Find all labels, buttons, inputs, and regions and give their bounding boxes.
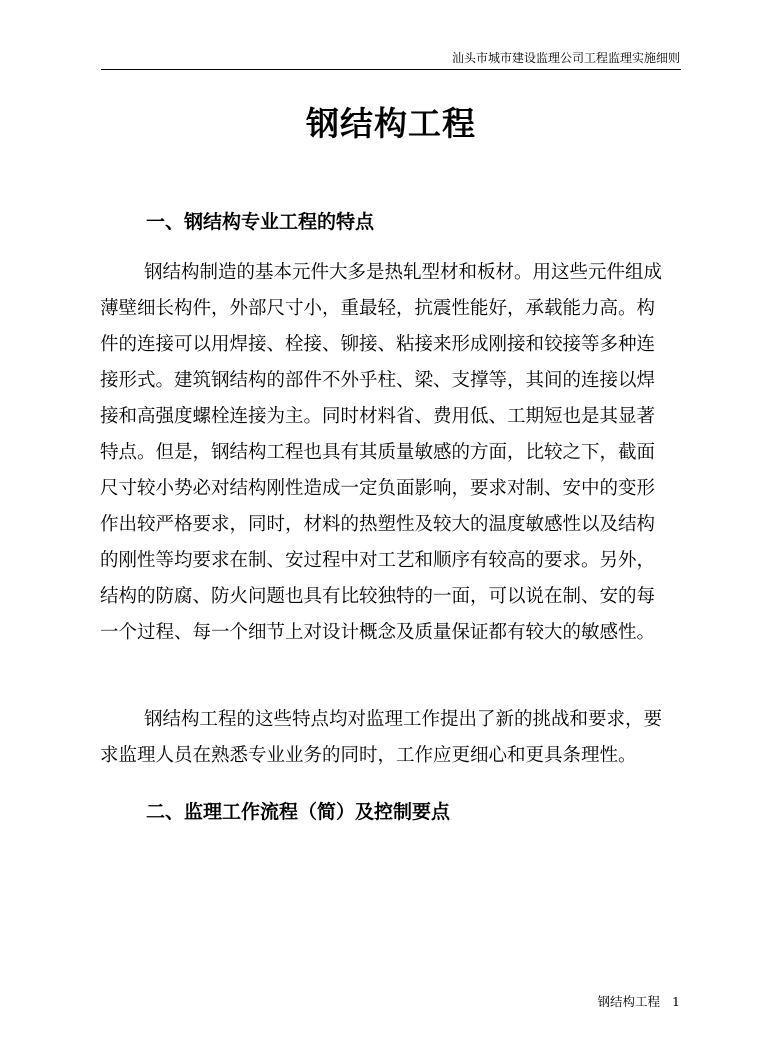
section-1-paragraph-1 (100, 255, 684, 651)
section-heading-2: 二、监理工作流程（简）及控制要点 (146, 801, 451, 823)
section-1-paragraph-2 (100, 702, 684, 774)
paragraph-line: 结构的防腐、防火问题也具有比较独特的一面，可以说在制、安的每 (100, 586, 656, 607)
paragraph-line: 钢结构工程的这些特点均对监理工作提出了新的挑战和要求，要 (144, 709, 663, 730)
header-rule (101, 69, 681, 70)
running-header: 汕头市城市建设监理公司工程监理实施细则 (451, 51, 680, 65)
document-title: 钢结构工程 (306, 104, 476, 143)
page-number: 1 (672, 994, 680, 1009)
paragraph-line: 一个过程、每一个细节上对设计概念及质量保证都有较大的敏感性。 (100, 622, 656, 643)
paragraph-line: 接形式。建筑钢结构的部件不外乎柱、梁、支撑等，其间的连接以焊 (100, 370, 656, 391)
page-footer (598, 994, 680, 1010)
paragraph-line: 钢结构制造的基本元件大多是热轧型材和板材。用这些元件组成 (144, 262, 663, 283)
paragraph-line: 件的连接可以用焊接、栓接、铆接、粘接来形成刚接和铰接等多种连 (100, 334, 656, 355)
footer-doc-label: 钢结构工程 (597, 994, 661, 1009)
paragraph-line: 的刚性等均要求在制、安过程中对工艺和顺序有较高的要求。另外， (100, 550, 656, 571)
paragraph-line: 作出较严格要求，同时，材料的热塑性及较大的温度敏感性以及结构 (100, 514, 656, 535)
section-heading-1: 一、钢结构专业工程的特点 (146, 211, 375, 233)
paragraph-line: 接和高强度螺栓连接为主。同时材料省、费用低、工期短也是其显著 (100, 406, 656, 427)
paragraph-line: 薄壁细长构件，外部尺寸小，重最轻，抗震性能好，承载能力高。构 (100, 298, 656, 319)
paragraph-line: 求监理人员在熟悉专业业务的同时，工作应更细心和更具条理性。 (100, 745, 637, 766)
paragraph-line: 特点。但是，钢结构工程也具有其质量敏感的方面，比较之下，截面 (100, 442, 656, 463)
paragraph-line: 尺寸较小势必对结构刚性造成一定负面影响，要求对制、安中的变形 (100, 478, 656, 499)
